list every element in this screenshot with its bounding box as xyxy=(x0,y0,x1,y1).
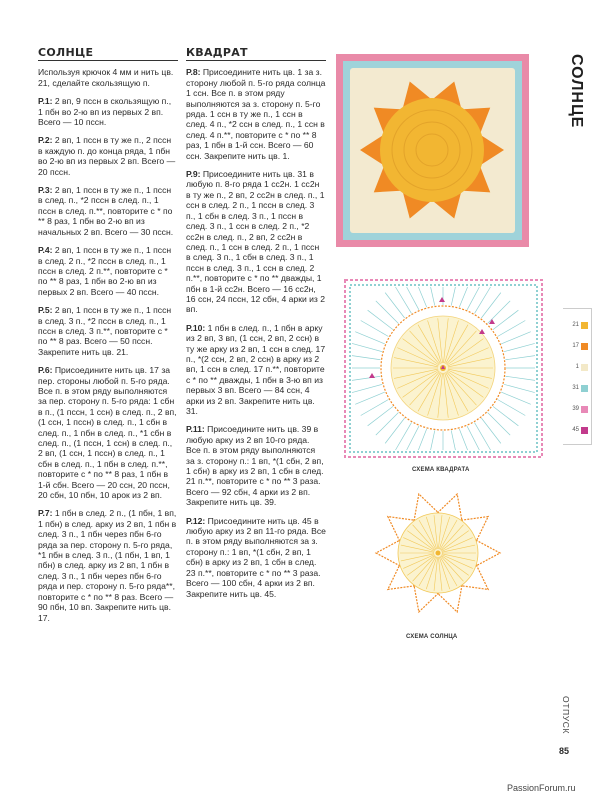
legend-color-swatch xyxy=(581,406,588,413)
row-instruction xyxy=(38,135,178,177)
legend-color-number: 1 xyxy=(575,364,579,370)
section-side-label xyxy=(560,694,574,736)
start-arrow-icon xyxy=(439,297,445,302)
diagram-stitch-line xyxy=(504,384,535,392)
caption-square-diagram: СХЕМА КВАДРАТА xyxy=(412,467,470,473)
sun-rows xyxy=(38,96,178,623)
section-title-sun: СОЛНЦЕ xyxy=(38,48,178,61)
diagram-stitch-line xyxy=(504,343,535,351)
legend-item xyxy=(563,321,591,331)
sun-instructions xyxy=(38,48,178,631)
crochet-photo xyxy=(336,54,529,247)
legend-item xyxy=(563,405,591,415)
sun-diagram-petal xyxy=(376,540,400,566)
row-label: Р.7: xyxy=(38,508,53,519)
row-text: 2 вп, 9 пссн в скользящую п., 1 пбн во 2-ю вп из первых 2 вп. Всего — 10 пссн. xyxy=(38,96,172,128)
diagram-stitch-line xyxy=(352,356,381,360)
vertical-title xyxy=(556,52,585,129)
row-text: Присоедините нить цв. 1 за з. сторону любой п. 5-го ряда солнца 1 ссн. Все п. в этом ряду выполняются за з. сторону п. 5-го ряда. 1 ссн в ту же п., 1 ссн в след. 4 п., *2 ссн в след. п., 1 ссн в след. 4 п.**, повторите с * по ** 8 раз, 1 пбн в 1-й ссн. Всего — 60 ссн. Закрепите нить цв. 1. xyxy=(186,67,326,161)
row-text: 1 пбн в след. п., 1 пбн в арку из 2 вп, 3 вп, (1 ссн, 2 вп, 2 ссн) в ту же арку из 2 вп, 1 ссн в след. 17 п., *(2 ссн, 2 вп, 2 ссн) в арку из 2 вп, 1 ссн в след. 17 п.**, повторите с * по ** дважды, 1 пбн в 3-ю вп из первых 3 вп. Всего — 84 ссн, 4 арки из 2 вп. Закрепите нить цв. 31. xyxy=(186,322,326,416)
square-diagram xyxy=(342,277,545,460)
legend-color-number: 17 xyxy=(572,343,579,349)
diagram-stitch-line xyxy=(431,287,435,306)
row-text: Присоедините нить цв. 39 в любую арку из 2 вп 10-го ряда. Все п. в этом ряду выполняются за з. сторону п.: 1 вп, *(1 сбн, 2 вп, 1 сбн) в арку из 2 вп, 1 сбн в след. 21 п.**, повторите с * по ** 3 раза. Всего — 92 сбн, 4 арки из 2 вп. Закрепите нить цв. 39. xyxy=(186,424,324,508)
diagram-stitch-line xyxy=(451,430,455,450)
square-instructions xyxy=(186,48,326,607)
row-label: Р.9: xyxy=(186,169,201,180)
caption-sun-diagram: СХЕМА СОЛНЦА xyxy=(406,634,458,640)
diagram-stitch-line xyxy=(431,430,435,450)
row-instruction xyxy=(38,508,178,622)
row-instruction xyxy=(38,365,178,500)
diagram-stitch-line xyxy=(467,287,479,310)
row-label: Р.10: xyxy=(186,322,206,333)
legend-item xyxy=(563,363,591,373)
diagram-stitch-line xyxy=(418,287,426,307)
legend-color-swatch xyxy=(581,322,588,329)
sun-diagram-petal xyxy=(476,540,500,566)
diagram-stitch-line xyxy=(376,413,399,436)
row-label: Р.12: xyxy=(186,515,206,526)
row-instruction xyxy=(186,67,326,161)
row-label: Р.2: xyxy=(38,135,53,146)
legend-color-swatch xyxy=(581,364,588,371)
diagram-stitch-line xyxy=(418,429,426,450)
page-number: 85 xyxy=(559,746,570,756)
legend-color-swatch xyxy=(581,343,588,350)
diagram-stitch-line xyxy=(407,426,419,450)
row-label: Р.5: xyxy=(38,305,53,316)
row-text: Присоедините нить цв. 31 в любую п. 8-го ряда 1 сс2н. 1 сс2н в ту же п., 2 вп, 2 сс2н в след. п., 1 ссн в след. 2 п., 1 пссн в след. 3 п., 1 сбн в след. 3 п., 1 пссн в след. 3 п., 1 ссн в след. 2 п., *2 сс2н в след. п., 2 вп, 2 сс2н в след. п., 1 ссн в след. 2 п., 1 пссн в след. 3 п., 1 сбн в след. 3 п., 1 пссн в след. 3 п., 1 ссн в след. 2 п.**, повторите с * по ** дважды, 1 пбн в 1-й сс2н. Всего — 16 сс2н, 16 ссн, 24 пссн, 12 сбн, 4 арки из 2 вп. xyxy=(186,169,326,315)
row-instruction xyxy=(186,323,326,417)
diagram-stitch-line xyxy=(467,426,479,450)
vertical-title-text: СОЛНЦЕ xyxy=(568,54,585,129)
row-instruction xyxy=(186,169,326,315)
watermark: PassionForum.ru xyxy=(507,783,576,793)
legend-item xyxy=(563,426,591,436)
row-label: Р.1: xyxy=(38,96,53,107)
legend-color-number: 45 xyxy=(572,427,579,433)
row-instruction xyxy=(38,185,178,237)
diagram-stitch-line xyxy=(352,376,381,380)
diagram-stitch-line xyxy=(355,392,385,404)
diagram-stitch-line xyxy=(488,301,511,324)
diagram-stitch-line xyxy=(459,287,467,307)
row-instruction xyxy=(186,424,326,507)
row-text: 1 пбн в след. 2 п., (1 пбн, 1 вп, 1 пбн) в след. арку из 2 вп, 1 пбн в след. 3 п., 1 пбн через пбн 6-го ряда за пер. сторону п. 5-го ряда, *1 пбн в след. 3 п., (1 пбн, 1 вп, 1 пбн) в след. арку из 2 вп, 1 пбн в след. 3 п., 1 пбн через пбн 6-го ряда и пер. сторону п. 5-го ряда**, повторите с * по ** 8 раз. Всего — 90 пбн, 10 вп. Закрепите нить цв. 17. xyxy=(38,508,177,623)
legend-item xyxy=(563,342,591,352)
legend-color-number: 21 xyxy=(572,322,579,328)
row-instruction xyxy=(38,96,178,127)
legend-color-number: 39 xyxy=(572,406,579,412)
row-text: Присоедините нить цв. 17 за пер. стороны любой п. 5-го ряда. Все п. в этом ряду выполняются за пер. сторону п. 5-го ряда: 1 сбн в п., (1 пссн, 1 ссн) в след. п., 2 вп, (1 ссн, 1 пссн) в след. п., 1 сбн в след. п., 1 пбн в след. п., *1 сбн в след. п., (1 пссн, 1 ссн) в след. п., 2 вп, (1 ссн, 1 пссн) в след. п., 1 сбн в след. п., 1 пбн в след. п.**, повторите с * по ** 8 раз, 1 пбн в 1-й сбн. Всего — 20 ссн, 20 пссн, 20 сбн, 10 пбн, 10 арок из 2 вп. xyxy=(38,365,177,501)
row-label: Р.11: xyxy=(186,424,205,435)
row-text: 2 вп, 1 пссн в ту же п., 1 пссн в след. 2 п., *2 пссн в след. п., 1 пссн в след. 2 п.**, повторите с * по ** 8 раз, 1 пбн во 2-ю вп из первых 2 вп. Всего — 40 пссн. xyxy=(38,245,172,297)
diagram-stitch-line xyxy=(501,392,531,404)
row-instruction xyxy=(38,245,178,297)
diagram-stitch-line xyxy=(451,287,455,306)
row-text: 2 вп, 1 пссн в ту же п., 1 пссн в след. п., *2 пссн в след. п., 1 пссн в след. п.**, повторите с * по ** 8 раз, 1 пбн во 2-ю вп из начальных 2 вп. Всего — 30 пссн. xyxy=(38,185,174,237)
row-label: Р.4: xyxy=(38,245,53,256)
sun-intro: Используя крючок 4 мм и нить цв. 21, сделайте скользящую п. xyxy=(38,67,174,88)
side-label-text: ОТПУСК xyxy=(561,696,571,735)
diagram-stitch-line xyxy=(505,356,535,360)
diagram-stitch-line xyxy=(505,376,535,380)
row-instruction xyxy=(186,516,326,599)
section-title-square: КВАДРАТ xyxy=(186,48,326,61)
row-label: Р.3: xyxy=(38,185,53,196)
diagram-stitch-line xyxy=(459,429,467,450)
legend-color-swatch xyxy=(581,385,588,392)
sun-diagram xyxy=(372,487,504,619)
row-text: Присоедините нить цв. 45 в любую арку из 2 вп 11-го ряда. Все п. в этом ряду выполняются за з. сторону п.: 1 вп, *(1 сбн, 2 вп, 1 сбн) в арку из 2 вп, 1 сбн в след. 23 п.**, повторите с * по ** 3 раза. Всего — 100 сбн, 4 арки из 2 вп. Закрепите нить цв. 45. xyxy=(186,515,326,599)
row-text: 2 вп, 1 пссн в ту же п., 2 пссн в каждую п. до конца ряда, 1 пбн во 2-ю вп из первых 2 вп. Всего — 20 пссн. xyxy=(38,135,176,177)
diagram-stitch-line xyxy=(481,293,500,318)
row-label: Р.8: xyxy=(186,67,201,78)
diagram-stitch-line xyxy=(352,384,382,392)
square-rows xyxy=(186,67,326,599)
diagram-stitch-line xyxy=(385,293,404,318)
sun-motif-image xyxy=(336,54,529,247)
diagram-stitch-line xyxy=(488,413,511,436)
diagram-stitch-line xyxy=(355,332,385,344)
legend-color-number: 31 xyxy=(572,385,579,391)
row-instruction xyxy=(38,305,178,357)
legend-color-swatch xyxy=(581,427,588,434)
start-arrow-icon xyxy=(369,373,375,378)
row-label: Р.6: xyxy=(38,365,53,376)
row-text: 2 вп, 1 пссн в ту же п., 1 пссн в след. 3 п., *2 пссн в след. п., 1 пссн в след. 3 п.**, повторите с * по ** 8 раз. Всего — 50 пссн. Закрепите нить цв. 21. xyxy=(38,305,172,357)
diagram-stitch-line xyxy=(501,332,531,344)
diagram-stitch-line xyxy=(407,287,419,310)
color-legend xyxy=(563,308,592,445)
diagram-stitch-line xyxy=(376,301,399,324)
diagram-stitch-line xyxy=(352,343,382,351)
legend-item xyxy=(563,384,591,394)
